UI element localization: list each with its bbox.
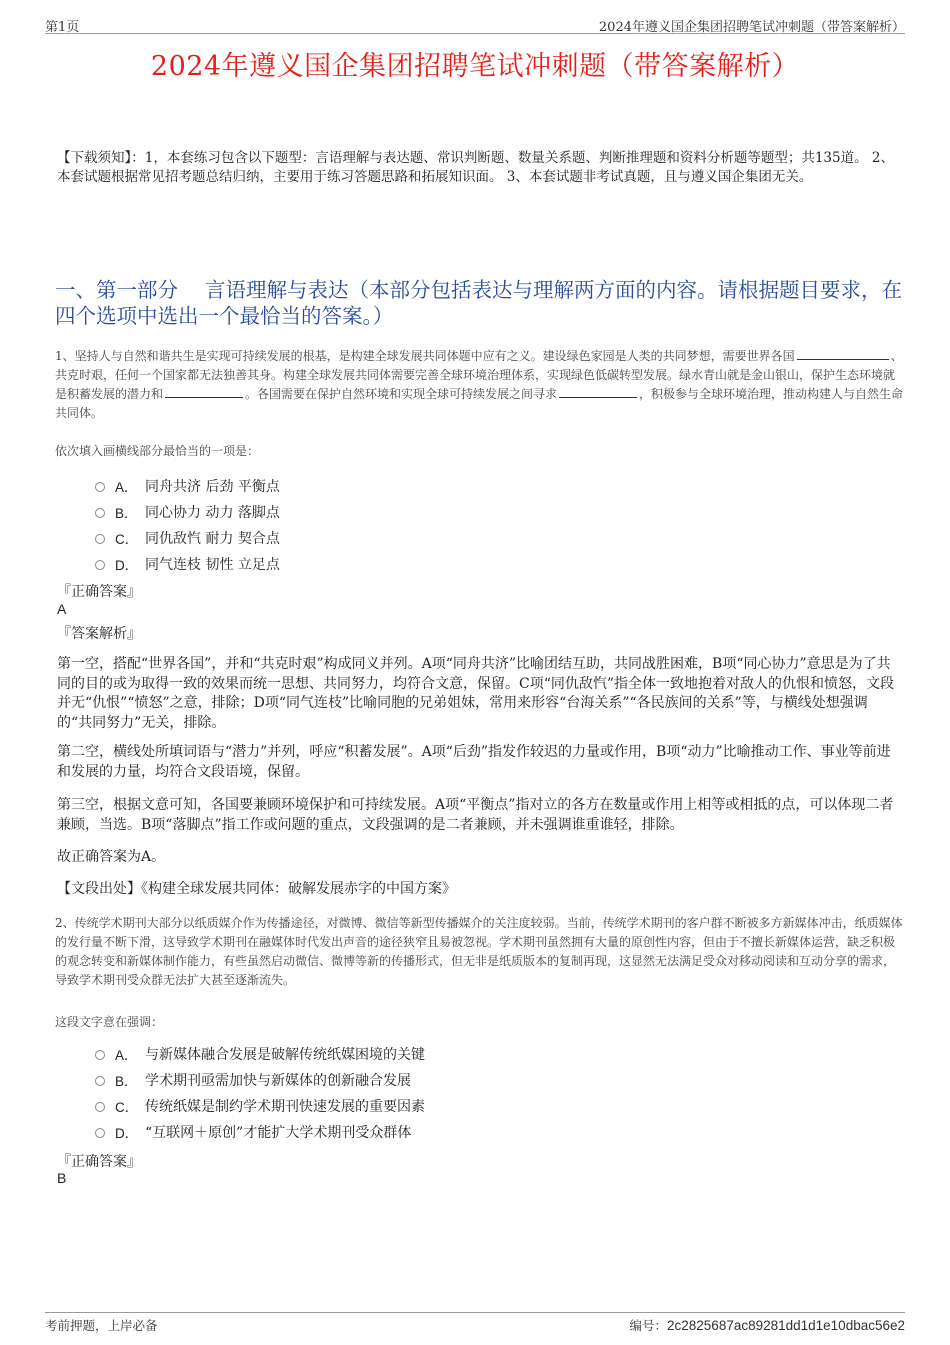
correct-answer-label: 『正确答案』	[57, 1154, 141, 1170]
analysis-paragraph-3: 第三空，根据文意可知，各国要兼顾环境保护和可持续发展。A项“平衡点”指对立的各方在数量或作用上相等或相抵的点，可以体现二者兼顾，当选。B项“落脚点”指工作或问题的重点，文段强调的是二者兼顾，并未强调谁重谁轻，排除。	[57, 797, 894, 833]
q1-text-b: 、共克时艰，任何一个国家都无法独善其身。构建全球发展共同体需要完善全球环境治理体系，实现绿色低碳转型发展。绿水青山就是金山银山，保护生态环境就是积蓄发展的潜力和	[55, 349, 903, 401]
page-footer	[45, 1312, 905, 1332]
question-2-options	[95, 1041, 595, 1145]
radio-icon[interactable]	[95, 1050, 105, 1060]
question-1-options	[95, 473, 595, 577]
analysis-paragraph-1: 第一空，搭配“世界各国”，并和“共克时艰”构成同义并列。A项“同舟共济”比喻团结互助，共同战胜困难，B项“同心协力”意思是为了共同的目的或为取得一致的效果而统一思想、共同努力，均符合文意，保留。C项“同仇敌忾”指全体一致地抱着对敌人的仇恨和愤怒，文段并无“仇恨”“愤怒”之意，排除；D项“同气连枝”比喻同胞的兄弟姐妹，常用来形容“台海关系”“各民族间的关系”等，与横线处想强调的“共同努力”无关，排除。	[57, 656, 895, 731]
question-2-prompt: 这段文字意在强调：	[55, 1015, 164, 1029]
correct-answer: B	[57, 1170, 67, 1186]
page-number: 第1页	[45, 20, 80, 35]
radio-icon[interactable]	[95, 508, 105, 518]
fill-blank-3	[559, 386, 637, 398]
option-b[interactable]: B． 同心协力 动力 落脚点	[95, 499, 595, 525]
correct-answer: A	[57, 601, 67, 617]
code-label: 编号：	[629, 1318, 668, 1333]
option-a[interactable]: A． 与新媒体融合发展是破解传统纸媒困境的关键	[95, 1041, 595, 1067]
document-title: 2024年遵义国企集团招聘笔试冲刺题（带答案解析）	[150, 51, 800, 82]
fill-blank-2	[165, 386, 243, 398]
option-c[interactable]: C． 传统纸媒是制约学术期刊快速发展的重要因素	[95, 1093, 595, 1119]
radio-icon[interactable]	[95, 1076, 105, 1086]
correct-answer-label: 『正确答案』	[57, 584, 141, 600]
radio-icon[interactable]	[95, 1128, 105, 1138]
footer-slogan: 考前押题，上岸必备	[45, 1318, 158, 1333]
download-notice: 【下载须知】：1，本套练习包含以下题型：言语理解与表达题、常识判断题、数量关系题、判断推理题和资料分析题等题型；共135道。 2、本套试题根据常见招考题总结归纳，主要用于练习答题思路和拓展知识面。 3、本套试题非考试真题，且与遵义国企集团无关。	[57, 150, 894, 185]
question-1-text	[55, 347, 905, 423]
radio-icon[interactable]	[95, 1102, 105, 1112]
option-d[interactable]: D． “互联网＋原创”才能扩大学术期刊受众群体	[95, 1119, 595, 1145]
option-a[interactable]: A． 同舟共济 后劲 平衡点	[95, 473, 595, 499]
analysis-label: 『答案解析』	[57, 626, 141, 642]
option-d[interactable]: D． 同气连枝 韧性 立足点	[95, 551, 595, 577]
source-citation: 【文段出处】《构建全球发展共同体：破解发展赤字的中国方案》	[57, 881, 456, 897]
section-heading: 一、第一部分 言语理解与表达（本部分包括表达与理解两方面的内容。请根据题目要求，在四个选项中选出一个最恰当的答案。）	[55, 278, 903, 328]
radio-icon[interactable]	[95, 560, 105, 570]
document-code	[630, 1316, 906, 1334]
radio-icon[interactable]	[95, 482, 105, 492]
code-value: 2c2825687ac89281dd1d1e10dbac56e2	[667, 1318, 905, 1333]
question-1-prompt: 依次填入画横线部分最恰当的一项是：	[55, 444, 260, 458]
radio-icon[interactable]	[95, 534, 105, 544]
analysis-conclusion: 故正确答案为A。	[57, 849, 166, 865]
question-2-text: 2、传统学术期刊大部分以纸质媒介作为传播途径，对微博、微信等新型传播媒介的关注度较弱。当前，传统学术期刊的客户群不断被多方新媒体冲击，纸质媒体的发行量不断下滑，这导致学术期刊在融媒体时代发出声音的途径狭窄且易被忽视。学术期刊虽然拥有大量的原创性内容，但由于不擅长新媒体运营，缺乏积极的观念转变和新媒体制作能力，有些虽然启动微信、微博等新的传播形式，但无非是纸质版本的复制再现，这显然无法满足受众对移动阅读和互动分享的需求，导致学术期刊受众群无法扩大甚至逐渐流失。	[55, 916, 903, 987]
header-doc-title: 2024年遵义国企集团招聘笔试冲刺题（带答案解析）	[598, 20, 905, 35]
q1-text-c: 。各国需要在保护自然环境和实现全球可持续发展之间寻求	[245, 387, 558, 401]
fill-blank-1	[797, 348, 889, 360]
option-b[interactable]: B． 学术期刊亟需加快与新媒体的创新融合发展	[95, 1067, 595, 1093]
analysis-paragraph-2: 第二空，横线处所填词语与“潜力”并列，呼应“积蓄发展”。A项“后劲”指发作较迟的力量或作用，B项“动力”比喻推动工作、事业等前进和发展的力量，均符合文段语境，保留。	[57, 744, 891, 780]
q1-text-d: ，积极参与全球环境治理，推动构建人与自然生命共同体。	[55, 387, 904, 420]
q1-text-a: 1、坚持人与自然和谐共生是实现可持续发展的根基，是构建全球发展共同体题中应有之义。建设绿色家园是人类的共同梦想，需要世界各国	[55, 349, 795, 363]
page-header	[45, 14, 905, 34]
option-c[interactable]: C． 同仇敌忾 耐力 契合点	[95, 525, 595, 551]
